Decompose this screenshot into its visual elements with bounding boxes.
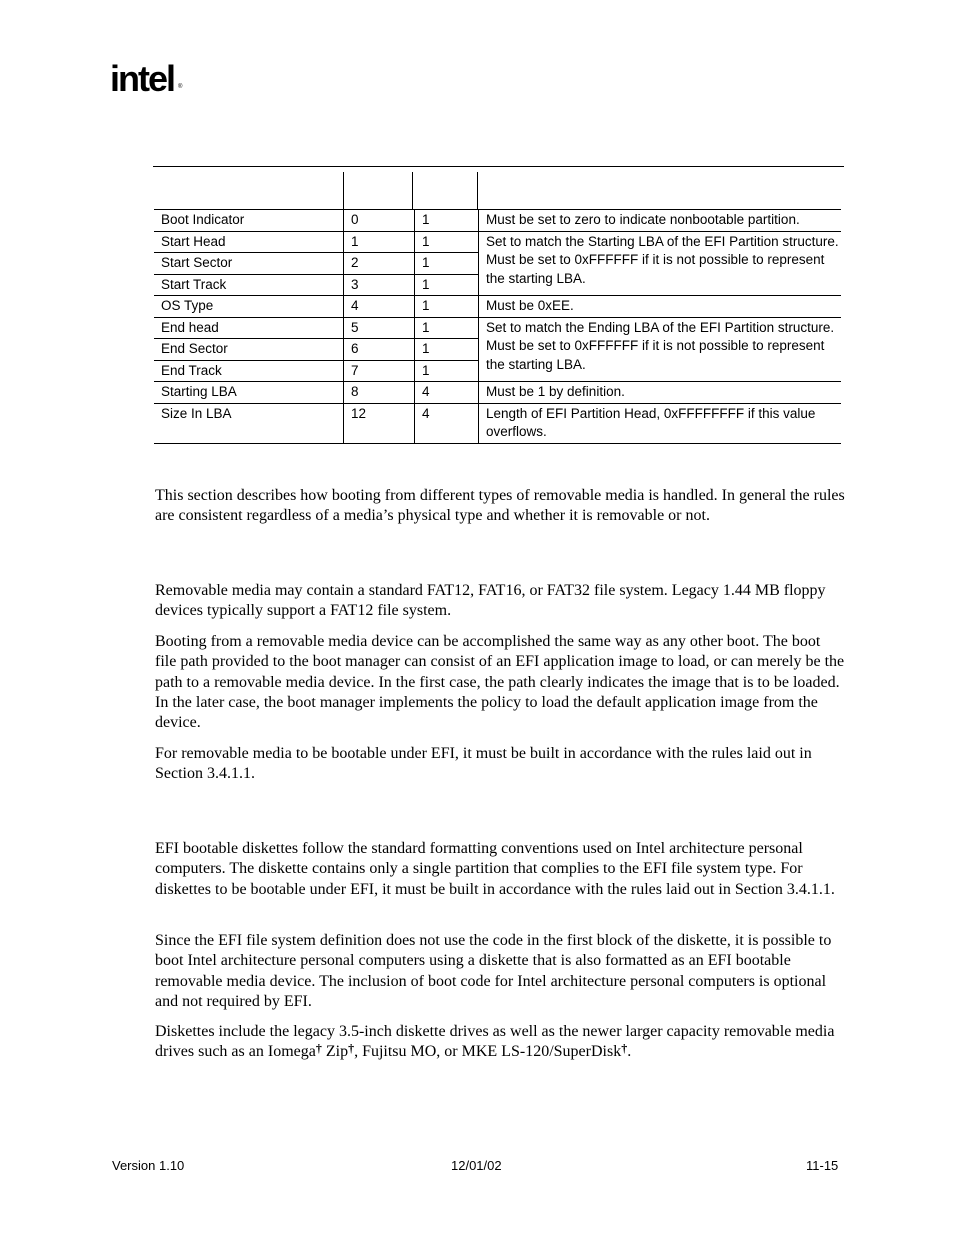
- dagger-mark: †: [348, 1041, 355, 1056]
- paragraph: Booting from a removable media device can be accomplished the same way as any other boot. The boot file path provided to the boot manager can consist of an EFI application image to load, or can merely be the path to a removable media device. In the first case, the path clearly indicates the image that is to be loaded. In the later case, the boot manager implements the policy to load the default application image from the device.: [155, 633, 845, 732]
- field-name-cell: End Sector: [154, 339, 344, 361]
- table-row: [154, 403, 841, 443]
- paragraph: Diskettes include the legacy 3.5-inch diskette drives as well as the newer larger capacity removable media drives such as an Iomega† Zip†, Fujitsu MO, or MKE LS-120/SuperDisk†.: [155, 1023, 835, 1061]
- offset-cell: 2: [344, 253, 415, 275]
- length-cell: 1: [415, 274, 479, 296]
- length-cell: 1: [415, 210, 479, 232]
- length-cell: 1: [415, 231, 479, 253]
- length-cell: 4: [415, 403, 479, 443]
- table-row: [154, 210, 841, 232]
- dagger-mark: †: [621, 1041, 628, 1056]
- footer-page-number: 11-15: [806, 1158, 839, 1173]
- length-cell: 1: [415, 296, 479, 318]
- offset-cell: 0: [344, 210, 415, 232]
- field-name-cell: Size In LBA: [154, 403, 344, 443]
- description-cell: Must be 1 by definition.: [479, 382, 842, 404]
- intro-paragraph: This section describes how booting from different types of removable media is handled. In general the rules are consistent regardless of a media’s physical type and whether it is removable or not.: [155, 487, 845, 525]
- intel-logo: intel ®: [110, 58, 183, 99]
- paragraph: Removable media may contain a standard FAT12, FAT16, or FAT32 file system. Legacy 1.44 MB floppy devices typically support a FAT12 file system.: [155, 582, 826, 620]
- field-name-cell: Start Sector: [154, 253, 344, 275]
- paragraph: EFI bootable diskettes follow the standard formatting conventions used on Intel architecture personal computers. The diskette contains only a single partition that complies to the EFI file system type. For diskettes to be bootable under EFI, it must be built in accordance with the rules laid out in Section 3.4.1.1.: [155, 840, 835, 898]
- description-cell: Must be 0xEE.: [479, 296, 842, 318]
- field-name-cell: Boot Indicator: [154, 210, 344, 232]
- offset-cell: 7: [344, 360, 415, 382]
- description-cell: Set to match the Ending LBA of the EFI Partition structure. Must be set to 0xFFFFFF if it is not possible to represent the starting LBA.: [479, 317, 842, 382]
- length-cell: 1: [415, 253, 479, 275]
- table-row: [154, 231, 841, 253]
- description-cell: Must be set to zero to indicate nonbootable partition.: [479, 210, 842, 232]
- paragraph: Since the EFI file system definition does not use the code in the first block of the diskette, it is possible to boot Intel architecture personal computers using a diskette that is also formatted as an EFI bootable removable media device. The inclusion of boot code for Intel architecture personal computers is optional and not required by EFI.: [155, 932, 832, 1010]
- offset-cell: 5: [344, 317, 415, 339]
- dagger-mark: †: [315, 1041, 322, 1056]
- length-cell: 4: [415, 382, 479, 404]
- field-name-cell: OS Type: [154, 296, 344, 318]
- partition-record-table: [154, 209, 841, 444]
- table-row: [154, 317, 841, 339]
- footer-date: 12/01/02: [451, 1158, 502, 1173]
- offset-cell: 3: [344, 274, 415, 296]
- footer-version: Version 1.10: [112, 1158, 185, 1173]
- paragraph: For removable media to be bootable under EFI, it must be built in accordance with the rules laid out in Section 3.4.1.1.: [155, 745, 812, 783]
- table-row: [154, 382, 841, 404]
- description-cell: Set to match the Starting LBA of the EFI Partition structure. Must be set to 0xFFFFFF if it is not possible to represent the starting LBA.: [479, 231, 842, 296]
- table-top-rule: [153, 166, 844, 167]
- registered-mark: ®: [178, 84, 183, 90]
- description-cell: Length of EFI Partition Head, 0xFFFFFFFF if this value overflows.: [479, 403, 842, 443]
- offset-cell: 6: [344, 339, 415, 361]
- field-name-cell: Starting LBA: [154, 382, 344, 404]
- length-cell: 1: [415, 360, 479, 382]
- offset-cell: 12: [344, 403, 415, 443]
- offset-cell: 1: [344, 231, 415, 253]
- offset-cell: 8: [344, 382, 415, 404]
- field-name-cell: Start Track: [154, 274, 344, 296]
- table-row: [154, 296, 841, 318]
- header-divider: [477, 172, 478, 209]
- field-name-cell: Start Head: [154, 231, 344, 253]
- length-cell: 1: [415, 339, 479, 361]
- offset-cell: 4: [344, 296, 415, 318]
- field-name-cell: End head: [154, 317, 344, 339]
- field-name-cell: End Track: [154, 360, 344, 382]
- length-cell: 1: [415, 317, 479, 339]
- header-divider: [343, 172, 344, 209]
- header-divider: [412, 172, 413, 209]
